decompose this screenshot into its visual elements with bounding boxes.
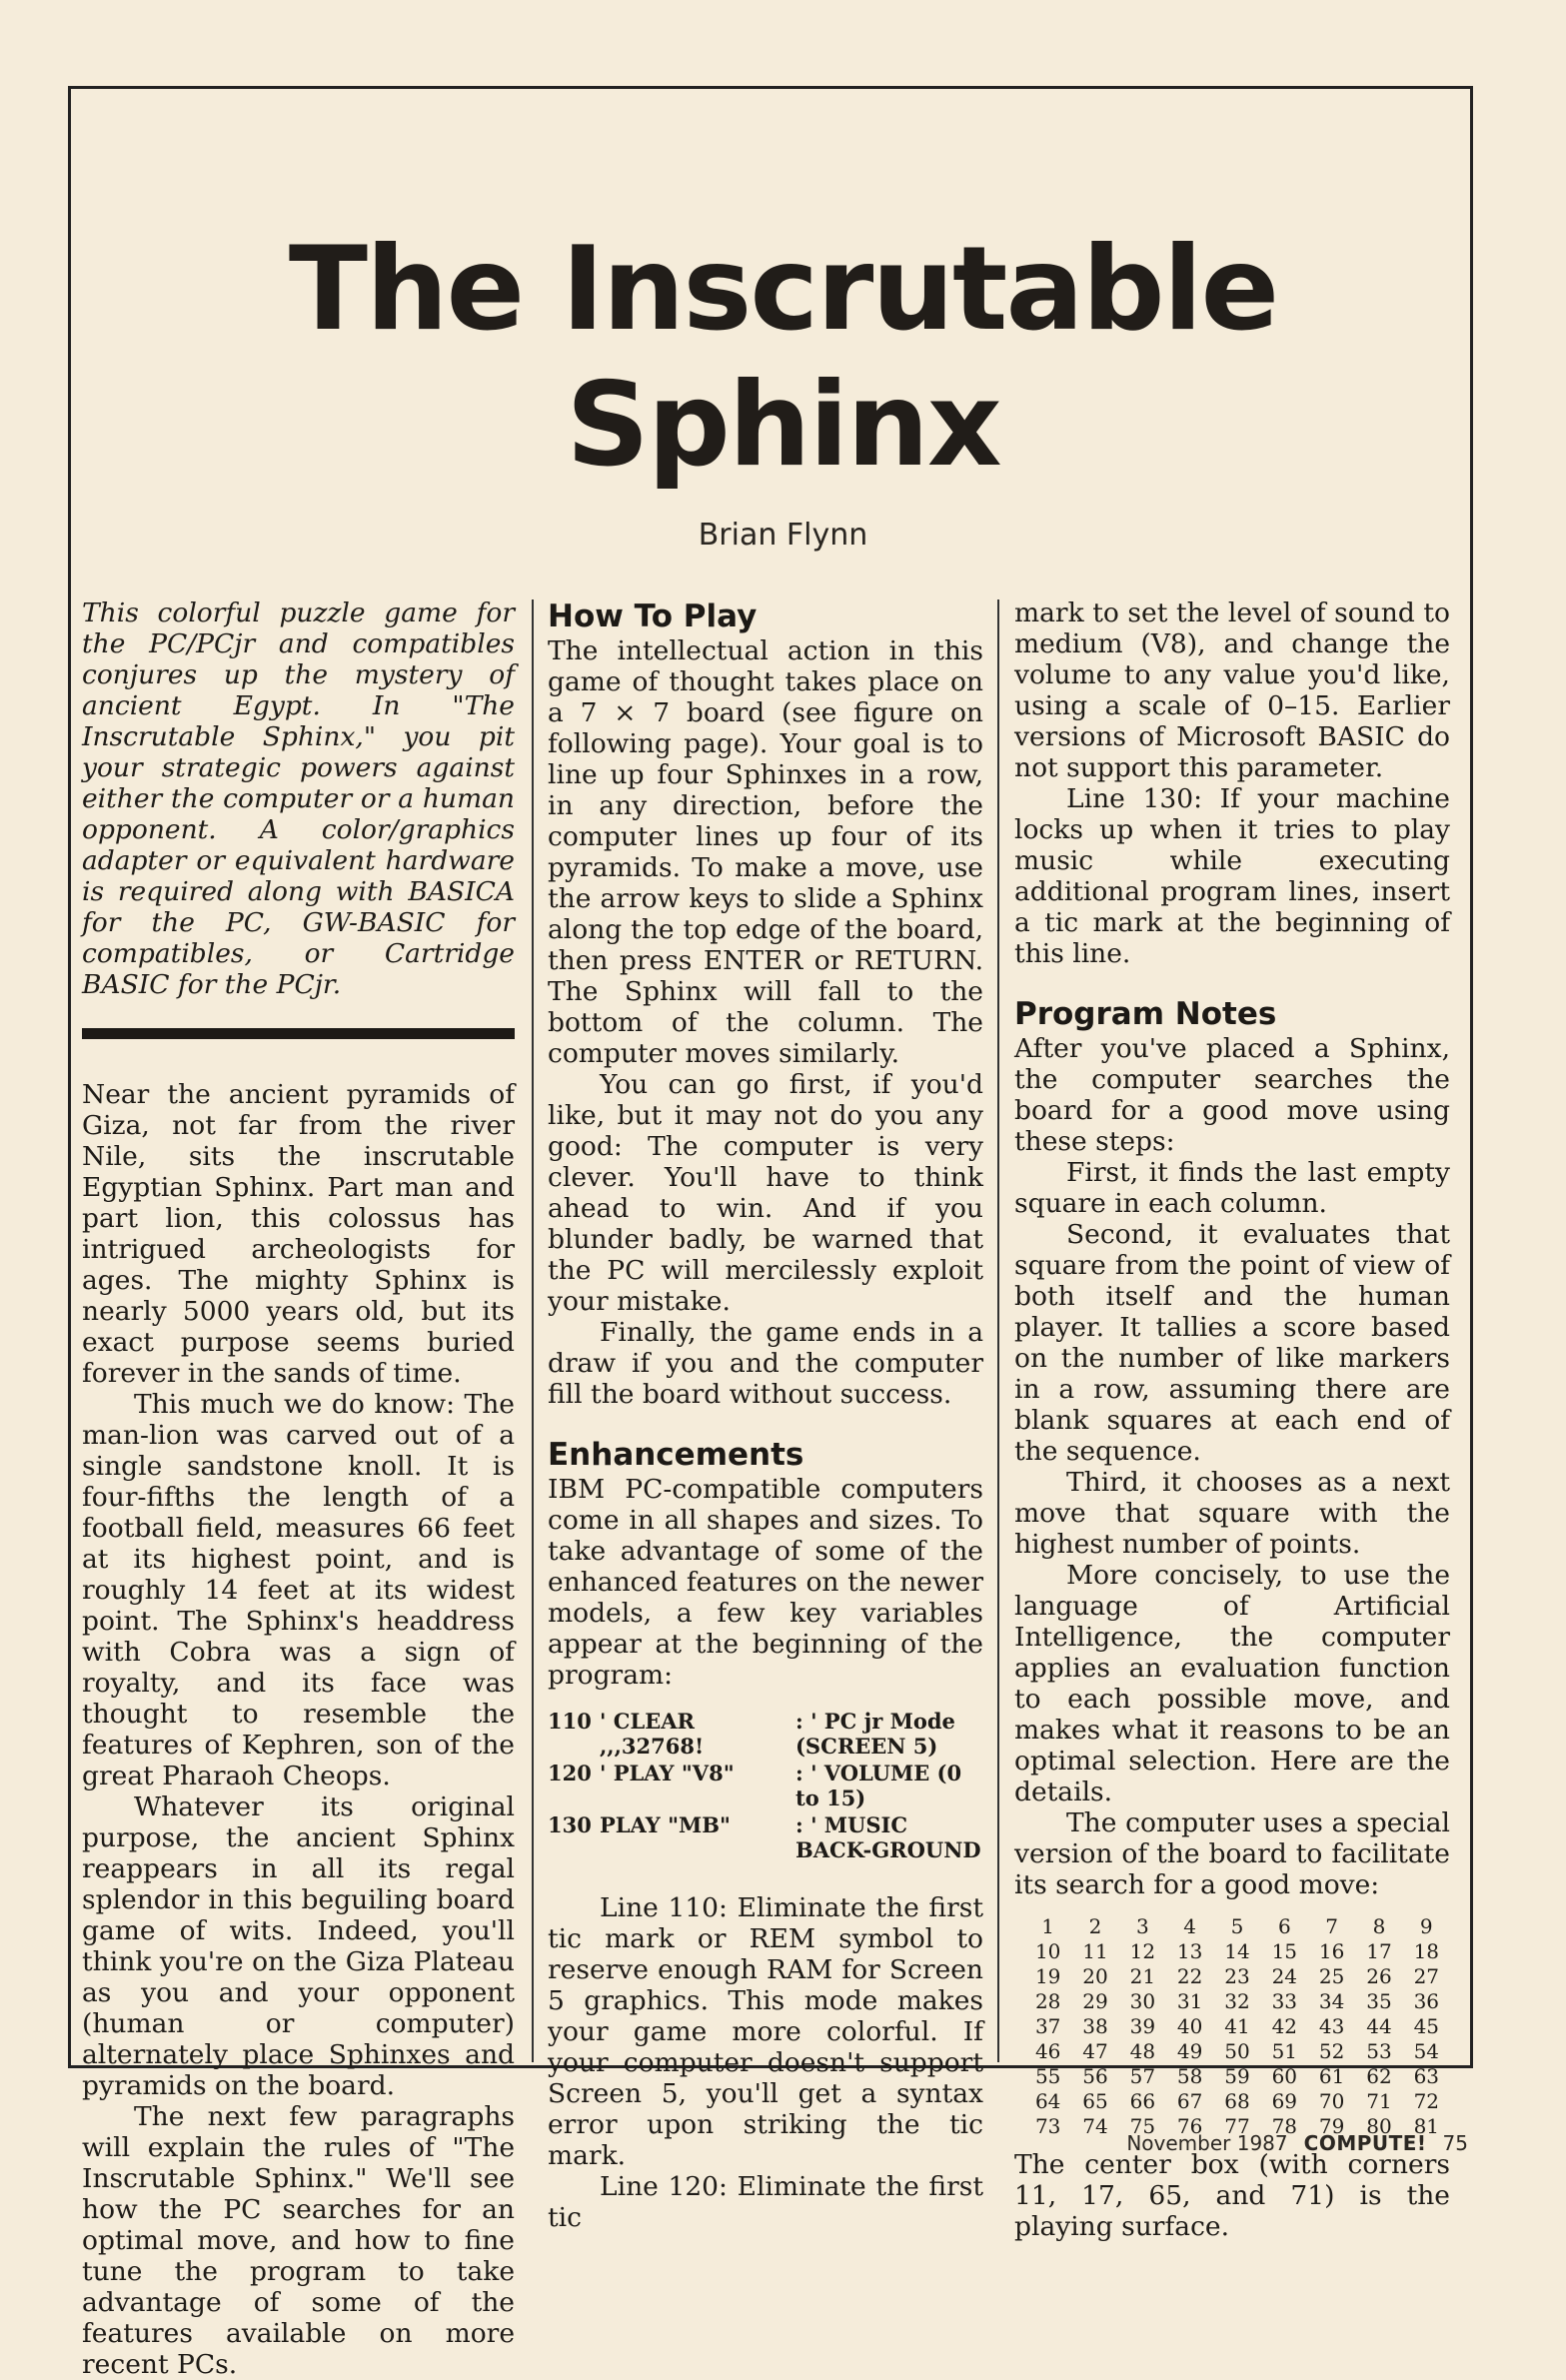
grid-cell: 40	[1176, 2014, 1203, 2038]
byline: Brian Flynn	[698, 518, 868, 553]
grid-row	[1024, 2039, 1450, 2064]
grid-cell: 14	[1224, 1939, 1250, 1963]
title-line-2: Sphinx	[566, 358, 1000, 493]
grid-cell: 37	[1034, 2014, 1061, 2038]
grid-cell: 48	[1129, 2039, 1156, 2063]
line-number: 120	[548, 1761, 592, 1785]
grid-row	[1024, 2089, 1450, 2114]
grid-cell: 33	[1271, 1989, 1298, 2013]
grid-cell: 38	[1082, 2014, 1108, 2038]
grid-cell: 53	[1366, 2039, 1392, 2063]
grid-cell: 35	[1366, 1989, 1392, 2013]
grid-cell: 78	[1271, 2114, 1298, 2138]
grid-cell: 56	[1082, 2064, 1108, 2088]
grid-cell: 75	[1129, 2114, 1156, 2138]
code-line	[548, 1709, 983, 1759]
line-number: 110	[548, 1709, 592, 1734]
grid-cell: 18	[1413, 1939, 1440, 1963]
paragraph: Third, it chooses as a next move that square with the highest number of points.	[1014, 1467, 1450, 1560]
heading-how-to-play: How To Play	[548, 598, 758, 634]
grid-row	[1024, 1964, 1450, 1989]
grid-cell: 36	[1413, 1989, 1440, 2013]
grid-cell: 7	[1325, 1914, 1338, 1938]
statement: ' CLEAR ,,,32768!	[600, 1709, 705, 1759]
grid-cell: 29	[1082, 1989, 1108, 2013]
grid-row	[1024, 1989, 1450, 2014]
grid-cell: 59	[1224, 2064, 1250, 2088]
grid-cell: 74	[1082, 2114, 1108, 2138]
grid-cell: 39	[1129, 2014, 1156, 2038]
grid-cell: 16	[1318, 1939, 1345, 1963]
grid-cell: 28	[1034, 1989, 1061, 2013]
grid-cell: 58	[1176, 2064, 1203, 2088]
grid-cell: 2	[1088, 1914, 1102, 1938]
grid-cell: 12	[1129, 1939, 1156, 1963]
grid-cell: 1	[1041, 1914, 1055, 1938]
grid-cell: 8	[1372, 1914, 1386, 1938]
grid-row	[1024, 1914, 1450, 1939]
section-divider-bar	[82, 1028, 515, 1039]
grid-cell: 42	[1271, 2014, 1298, 2038]
code-line	[548, 1761, 983, 1810]
paragraph: After you've placed a Sphinx, the computer searches the board for a good move using these steps:	[1014, 1033, 1450, 1157]
grid-cell: 77	[1224, 2114, 1250, 2138]
statement: PLAY "MB"	[600, 1812, 731, 1837]
grid-cell: 23	[1224, 1964, 1250, 1988]
grid-cell: 27	[1413, 1964, 1440, 1988]
heading-enhancements: Enhancements	[548, 1437, 804, 1473]
grid-cell: 65	[1082, 2089, 1108, 2113]
paragraph: Line 130: If your machine locks up when it tries to play music while executing additional program lines, insert a tic mark at the beginning of this line.	[1014, 783, 1450, 969]
remark: : ' MUSIC BACK-GROUND	[795, 1812, 981, 1862]
grid-cell: 31	[1176, 1989, 1203, 2013]
grid-cell: 47	[1082, 2039, 1108, 2063]
footer-date: November 1987	[1126, 2131, 1288, 2155]
paragraph: The intellectual action in this game of thought takes place on a 7 × 7 board (see figure on following page). Your goal is to line up four Sphinxes in a row, in any direction, before the computer lines up four of its pyramids. To make a move, use the arrow keys to slide a Sphinx along the top edge of the board, then press ENTER or RETURN. The Sphinx will fall to the bottom of the column. The computer moves similarly.	[548, 635, 983, 1069]
grid-cell: 55	[1034, 2064, 1061, 2088]
grid-cell: 4	[1183, 1914, 1197, 1938]
grid-cell: 32	[1224, 1989, 1250, 2013]
grid-cell: 9	[1419, 1914, 1433, 1938]
intro-blurb: This colorful puzzle game for the PC/PCjr and compatibles conjures up the mystery of ancient Egypt. In "The Inscrutable Sphinx," you pit your strategic powers against either the computer or a human opponent. A color/graphics adapter or equivalent hardware is required along with BASICA for the PC, GW-BASIC for compatibles, or Cartridge BASIC for the PCjr.	[82, 597, 515, 1000]
grid-cell: 43	[1318, 2014, 1345, 2038]
statement: ' PLAY "V8"	[600, 1761, 735, 1785]
grid-cell: 68	[1224, 2089, 1250, 2113]
grid-cell: 72	[1413, 2089, 1440, 2113]
grid-cell: 44	[1366, 2014, 1392, 2038]
grid-cell: 41	[1224, 2014, 1250, 2038]
grid-cell: 52	[1318, 2039, 1345, 2063]
grid-cell: 61	[1318, 2064, 1345, 2088]
grid-cell: 69	[1271, 2089, 1298, 2113]
grid-cell: 6	[1277, 1914, 1291, 1938]
grid-cell: 11	[1082, 1939, 1108, 1963]
heading-program-notes: Program Notes	[1014, 996, 1277, 1032]
grid-cell: 34	[1318, 1989, 1345, 2013]
column-divider	[997, 599, 999, 2062]
paragraph: Finally, the game ends in a draw if you and the computer fill the board without success.	[548, 1317, 983, 1410]
grid-cell: 51	[1271, 2039, 1298, 2063]
grid-cell: 63	[1413, 2064, 1440, 2088]
grid-cell: 66	[1129, 2089, 1156, 2113]
grid-cell: 81	[1413, 2114, 1440, 2138]
grid-cell: 64	[1034, 2089, 1061, 2113]
grid-cell: 21	[1129, 1964, 1156, 1988]
grid-cell: 10	[1034, 1939, 1061, 1963]
grid-cell: 25	[1318, 1964, 1345, 1988]
grid-row	[1024, 2064, 1450, 2089]
paragraph: Whatever its original purpose, the ancient Sphinx reappears in all its regal splendor in this beguiling board game of wits. Indeed, you'll think you're on the Giza Plateau as you and your opponent (human or computer) alternately place Sphinxes and pyramids on the board.	[82, 1791, 515, 2101]
grid-cell: 13	[1176, 1939, 1203, 1963]
footer-page-number: 75	[1442, 2131, 1468, 2155]
remark: : ' VOLUME (0 to 15)	[795, 1761, 962, 1810]
paragraph: The computer uses a special version of the board to facilitate its search for a good move:	[1014, 1807, 1450, 1900]
grid-cell: 17	[1366, 1939, 1392, 1963]
paragraph: The next few paragraphs will explain the rules of "The Inscrutable Sphinx." We'll see how the PC searches for an optimal move, and how to fine tune the program to take advantage of some of the features available on more recent PCs.	[82, 2101, 515, 2380]
grid-cell: 71	[1366, 2089, 1392, 2113]
title-line-1: The Inscrutable	[288, 222, 1278, 357]
grid-cell: 26	[1366, 1964, 1392, 1988]
grid-cell: 15	[1271, 1939, 1298, 1963]
code-listing	[548, 1709, 983, 1862]
paragraph: Line 110: Eliminate the first tic mark or REM symbol to reserve enough RAM for Screen 5 graphics. This mode makes your game more colorful. If your computer doesn't support Screen 5, you'll get a syntax error upon striking the tic mark.	[548, 1892, 983, 2171]
column-2	[548, 597, 983, 2233]
grid-cell: 67	[1176, 2089, 1203, 2113]
footer-magazine: COMPUTE!	[1303, 2131, 1427, 2155]
grid-cell: 22	[1176, 1964, 1203, 1988]
paragraph: More concisely, to use the language of Artificial Intelligence, the computer applies an evaluation function to each possible move, and makes what it reasons to be an optimal selection. Here are the details.	[1014, 1560, 1450, 1807]
grid-cell: 62	[1366, 2064, 1392, 2088]
grid-cell: 49	[1176, 2039, 1203, 2063]
grid-cell: 70	[1318, 2089, 1345, 2113]
board-number-grid	[1024, 1914, 1450, 2139]
grid-row	[1024, 1939, 1450, 1964]
grid-cell: 76	[1176, 2114, 1203, 2138]
paragraph: Near the ancient pyramids of Giza, not far from the river Nile, sits the inscrutable Egyptian Sphinx. Part man and part lion, this colossus has intrigued archeologists for ages. The mighty Sphinx is nearly 5000 years old, but its exact purpose seems buried forever in the sands of time.	[82, 1079, 515, 1389]
paragraph: Line 120: Eliminate the first tic	[548, 2171, 983, 2233]
paragraph: You can go first, if you'd like, but it may not do you any good: The computer is very clever. You'll have to think ahead to win. And if you blunder badly, be warned that the PC will mercilessly exploit your mistake.	[548, 1069, 983, 1317]
paragraph: mark to set the level of sound to medium (V8), and change the volume to any value you'd like, using a scale of 0–15. Earlier versions of Microsoft BASIC do not support this parameter.	[1014, 597, 1450, 783]
grid-cell: 30	[1129, 1989, 1156, 2013]
paragraph: Second, it evaluates that square from the point of view of both itself and the human player. It tallies a score based on the number of like markers in a row, assuming there are blank squares at each end of the sequence.	[1014, 1219, 1450, 1467]
remark: : ' PC jr Mode (SCREEN 5)	[795, 1709, 955, 1759]
grid-cell: 73	[1034, 2114, 1061, 2138]
grid-cell: 79	[1318, 2114, 1345, 2138]
column-1	[82, 597, 515, 2380]
paragraph: This much we do know: The man-lion was carved out of a single sandstone knoll. It is four-fifths the length of a football field, measures 66 feet at its highest point, and is roughly 14 feet at its widest point. The Sphinx's headdress with Cobra was a sign of royalty, and its face was thought to resemble the features of Kephren, son of the great Pharaoh Cheops.	[82, 1389, 515, 1791]
column-3	[1014, 597, 1450, 2242]
column-divider	[532, 599, 534, 2062]
grid-cell: 46	[1034, 2039, 1061, 2063]
grid-cell: 5	[1230, 1914, 1244, 1938]
code-line	[548, 1812, 983, 1862]
paragraph: The center box (with corners 11, 17, 65, and 71) is the playing surface.	[1014, 2149, 1450, 2242]
grid-cell: 45	[1413, 2014, 1440, 2038]
page-footer	[1126, 2131, 1468, 2155]
grid-cell: 24	[1271, 1964, 1298, 1988]
grid-cell: 20	[1082, 1964, 1108, 1988]
grid-cell: 57	[1129, 2064, 1156, 2088]
grid-cell: 50	[1224, 2039, 1250, 2063]
paragraph: IBM PC-compatible computers come in all shapes and sizes. To take advantage of some of the enhanced features on the newer models, a few key variables appear at the beginning of the program:	[548, 1474, 983, 1691]
grid-cell: 60	[1271, 2064, 1298, 2088]
grid-cell: 19	[1034, 1964, 1061, 1988]
grid-cell: 3	[1135, 1914, 1149, 1938]
article-title	[0, 222, 1566, 494]
line-number: 130	[548, 1812, 592, 1837]
grid-cell: 80	[1366, 2114, 1392, 2138]
paragraph: First, it finds the last empty square in each column.	[1014, 1157, 1450, 1219]
grid-row	[1024, 2014, 1450, 2039]
grid-cell: 54	[1413, 2039, 1440, 2063]
